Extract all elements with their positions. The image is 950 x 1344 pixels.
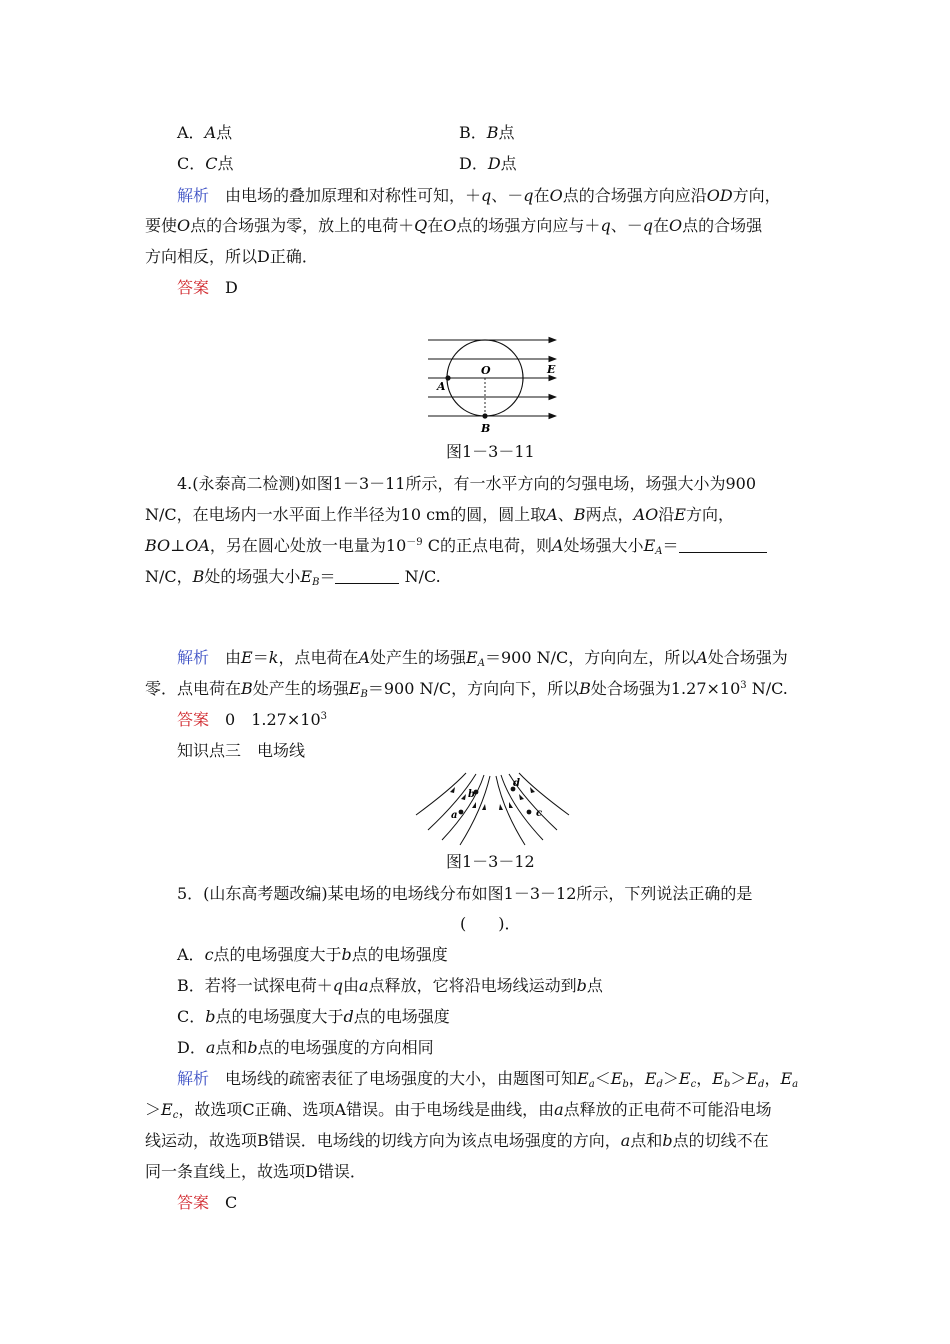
q5-option-b: B．若将一试探电荷＋q由a点释放，它将沿电场线运动到b点 [177,976,603,995]
point-c [527,810,532,815]
answer-blank-eb[interactable] [335,569,399,584]
q5-analysis-line1: 解析 电场线的疏密表征了电场强度的大小，由题图可知$E_a<E_b$，$E_d>E_c$，$E_b>E_d$，$E_a$ [177,1069,799,1090]
option-c: C．C点 [177,154,234,173]
label-o: O [481,364,491,377]
q4-analysis-line2: 零．点电荷在B处产生的场强$E_B=900$ N/C，方向向下，所以B处合场强为$1.27\times 10^3$ N/C. [145,679,788,700]
figure-1-3-12 [412,770,572,848]
q4-line2: N/C，在电场内一水平面上作半径为10 cm的圆，圆上取A、B两点，AO沿E方向， [145,505,734,524]
field-line [442,775,484,840]
label-b: b [468,789,475,800]
point-a [445,375,450,380]
analysis-label: 解析 [177,648,210,667]
answer-blank-ea[interactable] [679,538,767,553]
q3-analysis-line2: 要使O点的合场强为零，放上的电荷＋Q在O点的场强方向应与＋q、－q在O点的合场强 [145,216,763,235]
field-line [496,776,525,845]
label-e: E [547,363,556,376]
section-title: 知识点三 电场线 [177,741,306,760]
q5-analysis-line3: 线运动，故选项B错误．电场线的切线方向为该点电场强度的方向，a点和b点的切线不在 [145,1131,769,1150]
point-b [482,413,487,418]
field-line [460,776,490,845]
arrow-head [519,794,524,800]
q3-answer: 答案 D [177,278,238,297]
answer-label: 答案 [177,278,210,297]
q5-answer-paren: ( )． [460,914,521,933]
q5-stem: 5．(山东高考题改编)某电场的电场线分布如图1－3－12所示，下列说法正确的是 [177,884,753,903]
analysis-label: 解析 [177,1069,210,1088]
q5-answer: 答案 C [177,1193,238,1212]
answer-label: 答案 [177,1193,210,1212]
q3-analysis-line1: 解析 由电场的叠加原理和对称性可知，＋q、－q在O点的合场强方向应沿OD方向， [177,186,781,205]
figure-1-3-12-caption: 图1－3－12 [446,852,535,871]
q4-line3: BO⊥OA，另在圆心处放一电量为$10^{-9}$ C的正点电荷，则A处场强大小$E_A=$ [145,536,767,556]
figure-1-3-11 [420,330,565,440]
figure-1-3-11-caption: 图1－3－11 [446,442,535,461]
arrow-head [499,804,503,810]
q5-option-c: C．b点的电场强度大于d点的电场强度 [177,1007,450,1026]
q5-analysis-line4: 同一条直线上，故选项D错误． [145,1162,366,1181]
answer-label: 答案 [177,710,210,729]
q3-analysis-line3: 方向相反，所以D正确． [145,247,318,266]
arrow-head [482,804,486,810]
label-b: B [481,422,491,435]
analysis-label: 解析 [177,186,210,205]
arrow-head [509,802,513,808]
q5-option-d: D．a点和b点的电场强度的方向相同 [177,1038,434,1057]
arrow-head [461,794,466,800]
option-a: A．A点 [177,123,233,142]
field-line [428,774,476,830]
field-line [416,773,466,815]
label-a: a [451,810,458,821]
label-d: d [513,778,520,789]
label-a: A [437,380,446,393]
q4-line1: 4.(永泰高二检测)如图1－3－11所示，有一水平方向的匀强电场，场强大小为900 [177,474,757,493]
q4-answer: 答案 0 $1.27\times 10^3$ [177,710,327,729]
field-line [519,773,569,815]
option-b: B．B点 [459,123,515,142]
q5-analysis-line2: $>E_c$，故选项C正确、选项A错误。由于电场线是曲线，由a点释放的正电荷不可能沿电场 [145,1100,772,1121]
q4-analysis-line1: 解析 由E＝k，点电荷在A处产生的场强$E_A=900$ N/C，方向向左，所以A处合场强为 [177,648,788,669]
q4-line4: N/C，B处的场强大小$E_B= N/C$. [145,567,441,588]
q5-option-a: A．c点的电场强度大于b点的电场强度 [177,945,448,964]
arrow-head [472,802,476,808]
label-c: c [536,808,543,819]
option-d: D．D点 [459,154,517,173]
point-a [459,810,464,815]
